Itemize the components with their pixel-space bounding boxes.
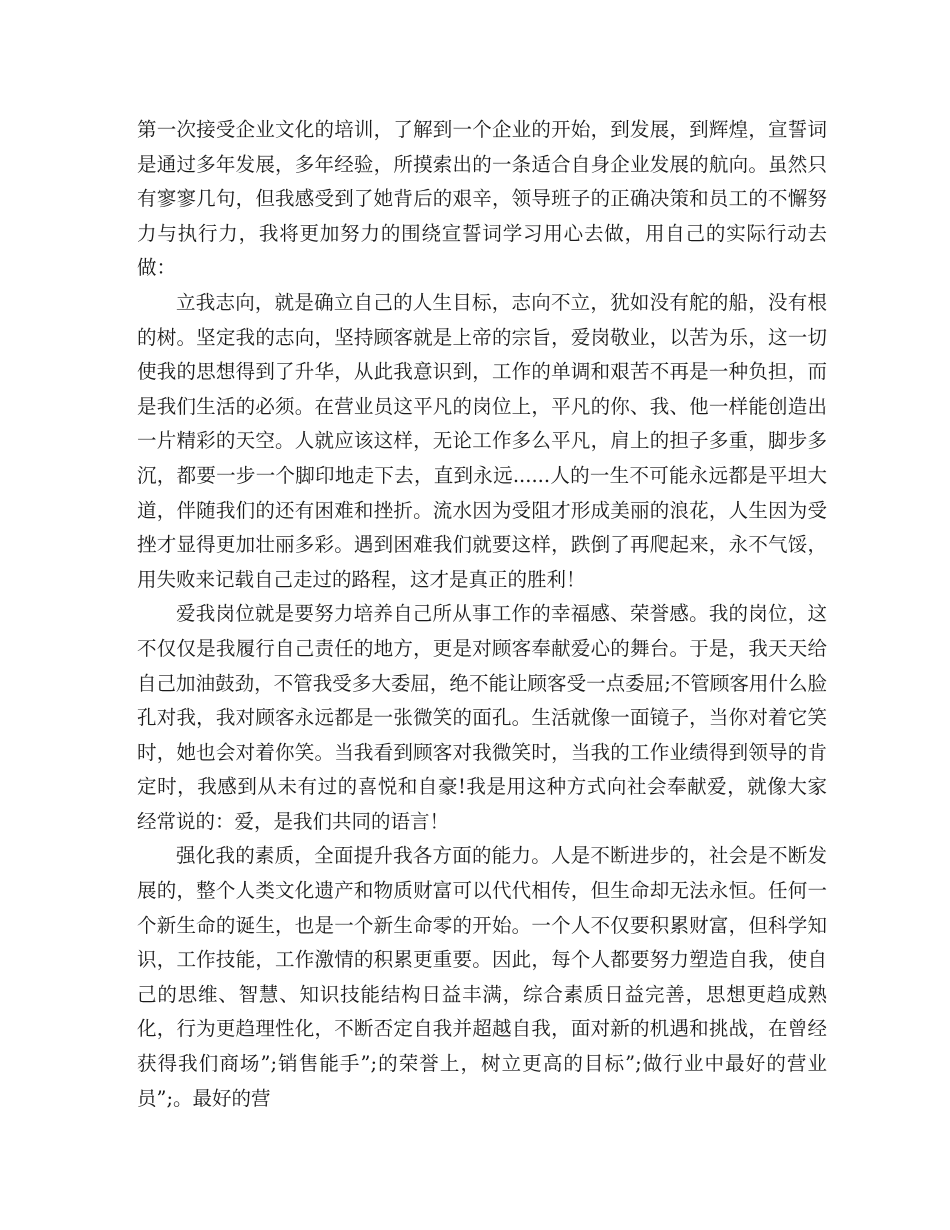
paragraph-intro: 第一次接受企业文化的培训，了解到一个企业的开始，到发展，到辉煌，宣誓词是通过多年发展，多年经验，所摸索出的一条适合自身企业发展的航向。虽然只有寥寥几句，但我感受到了她背后的艰辛，领导班子的正确决策和员工的不懈努力与执行力，我将更加努力的围绕宣誓词学习用心去做，用自己的实际行动去做： [137, 118, 827, 280]
paragraph-ambition: 立我志向，就是确立自己的人生目标，志向不立，犹如没有舵的船，没有根的树。坚定我的志向，坚持顾客就是上帝的宗旨，爱岗敬业，以苦为乐，这一切使我的思想得到了升华，从此我意识到，工作的单调和艰苦不再是一种负担，而是我们生活的必须。在营业员这平凡的岗位上，平凡的你、我、他一样能创造出一片精彩的天空。人就应该这样，无论工作多么平凡，肩上的担子多重，脚步多沉，都要一步一个脚印地走下去，直到永远......人的一生不可能永远都是平坦大道，伴随我们的还有困难和挫折。流水因为受阻才形成美丽的浪花，人生因为受挫才显得更加壮丽多彩。遇到困难我们就要这样，跌倒了再爬起来，永不气馁，用失败来记载自己走过的路程，这才是真正的胜利！ [137, 290, 827, 591]
paragraph-love-job: 爱我岗位就是要努力培养自己所从事工作的幸福感、荣誉感。我的岗位，这不仅仅是我履行自己责任的地方，更是对顾客奉献爱心的舞台。于是，我天天给自己加油鼓劲，不管我受多大委屈，绝不能让顾客受一点委屈;不管顾客用什么脸孔对我，我对顾客永远都是一张微笑的面孔。生活就像一面镜子，当你对着它笑时，她也会对着你笑。当我看到顾客对我微笑时，当我的工作业绩得到领导的肯定时，我感到从未有过的喜悦和自豪!我是用这种方式向社会奉献爱，就像大家经常说的：爱，是我们共同的语言！ [137, 602, 827, 833]
document-body [137, 113, 827, 1116]
paragraph-quality: 强化我的素质，全面提升我各方面的能力。人是不断进步的，社会是不断发展的，整个人类文化遗产和物质财富可以代代相传，但生命却无法永恒。任何一个新生命的诞生，也是一个新生命零的开始。一个人不仅要积累财富，但科学知识，工作技能，工作激情的积累更重要。因此，每个人都要努力塑造自我，使自己的思维、智慧、知识技能结构日益丰满，综合素质日益完善，思想更趋成熟化，行为更趋理性化，不断否定自我并超越自我，面对新的机遇和挑战，在曾经获得我们商场”;销售能手”;的荣誉上，树立更高的目标”;做行业中最好的营业员”;。最好的营 [137, 844, 827, 1110]
